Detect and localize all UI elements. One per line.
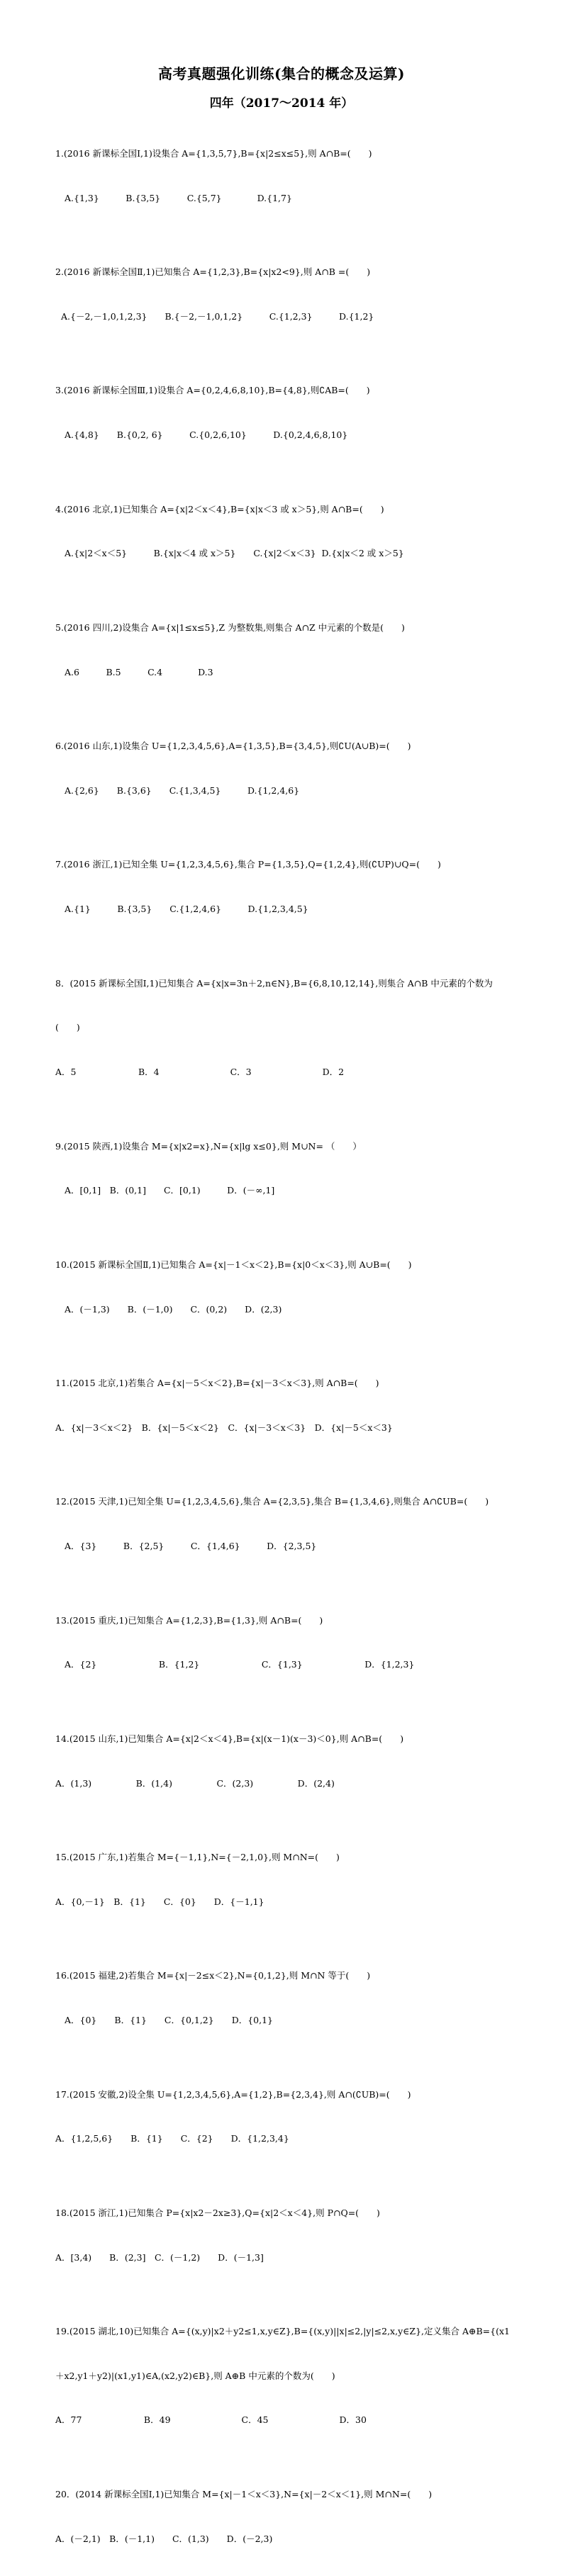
- question-item: [55, 709, 516, 828]
- question-item: [55, 2058, 516, 2176]
- question-options: A．(1,3) B．(1,4) C．(2,3) D．(2,4): [55, 1777, 335, 1789]
- question-item: [55, 2295, 516, 2458]
- question-options: A．[3,4) B．(2,3] C．(－1,2) D．(－1,3]: [55, 2251, 264, 2263]
- question-stem: 15.(2015 广东,1)若集合 M={－1,1},N={－2,1,0},则 M∩N=( ): [55, 1852, 340, 1863]
- question-stem-continued: ( ): [55, 1022, 80, 1033]
- question-options: A.{4,8} B.{0,2, 6} C.{0,2,6,10} D.{0,2,4,6,8,10}: [65, 429, 348, 441]
- question-stem: 9.(2015 陕西,1)设集合 M={x|x2=x},N={x|lg x≤0},则 M∪N= （ ）: [55, 1140, 362, 1152]
- question-options: A．{0,－1} B．{1} C．{0} D．{－1,1}: [55, 1896, 264, 1907]
- question-options: A．{3} B．{2,5} C．{1,4,6} D．{2,3,5}: [65, 1541, 317, 1551]
- question-options: A.{x|2＜x＜5} B.{x|x＜4 或 x＞5} C.{x|2＜x＜3} D.{x|x＜2 或 x＞5}: [65, 548, 404, 559]
- question-stem: 12.(2015 天津,1)已知全集 U={1,2,3,4,5,6},集合 A={2,3,5},集合 B={1,3,4,6},则集合 A∩∁UB=( ): [55, 1496, 489, 1507]
- question-options: A．[0,1] B．(0,1] C．[0,1) D．(－∞,1]: [65, 1185, 275, 1196]
- question-item: [55, 1228, 516, 1346]
- question-options: A.{1,3} B.{3,5} C.{5,7} D.{1,7}: [65, 192, 292, 203]
- question-stem: 1.(2016 新课标全国Ⅰ,1)设集合 A={1,3,5,7},B={x|2≤x≤5},则 A∩B=( ): [55, 147, 372, 159]
- question-options: A．{x|－3＜x＜2} B．{x|－5＜x＜2} C．{x|－3＜x＜3} D．{x|－5＜x＜3}: [55, 1422, 393, 1433]
- question-options: A．(－1,3) B．(－1,0) C．(0,2) D．(2,3): [65, 1303, 282, 1315]
- question-options: A．77 B．49 C．45 D．30: [55, 2414, 367, 2426]
- question-item: [55, 354, 516, 473]
- question-item: [55, 2176, 516, 2295]
- question-item: [55, 235, 516, 354]
- question-stem: 2.(2016 新课标全国Ⅱ,1)已知集合 A={1,2,3},B={x|x2<9},则 A∩B =( ): [55, 266, 371, 278]
- question-item: [55, 1821, 516, 1939]
- question-stem: 7.(2016 浙江,1)已知全集 U={1,2,3,4,5,6},集合 P={1,3,5},Q={1,2,4},则(∁UP)∪Q=( ): [55, 859, 441, 870]
- question-options: A．{1,2,5,6} B．{1} C．{2} D．{1,2,3,4}: [55, 2133, 289, 2144]
- page-subtitle: 四年（2017～2014 年）: [209, 96, 354, 111]
- question-options: A.{1} B.{3,5} C.{1,2,4,6} D.{1,2,3,4,5}: [65, 904, 308, 915]
- question-stem: 16.(2015 福建,2)若集合 M={x|－2≤x＜2},N={0,1,2},则 M∩N 等于( ): [55, 1970, 371, 1981]
- question-stem: 10.(2015 新课标全国Ⅱ,1)已知集合 A={x|－1＜x＜2},B={x|0＜x＜3},则 A∪B=( ): [55, 1259, 412, 1270]
- question-item: [55, 473, 516, 591]
- question-stem: 14.(2015 山东,1)已知集合 A={x|2＜x＜4},B={x|(x－1)(x－3)＜0},则 A∩B=( ): [55, 1733, 404, 1744]
- question-item: [55, 591, 516, 709]
- question-stem-continued: ＋x2,y1＋y2)|(x1,y1)∈A,(x2,y2)∈B},则 A⊕B 中元素的个数为( ): [55, 2370, 335, 2381]
- question-item: [55, 947, 516, 1110]
- question-item: [55, 1702, 516, 1821]
- question-item: [55, 117, 516, 235]
- question-item: [55, 1346, 516, 1465]
- question-item: [55, 828, 516, 947]
- question-stem: 18.(2015 浙江,1)已知集合 P={x|x2－2x≥3},Q={x|2＜x＜4},则 P∩Q=( ): [55, 2207, 380, 2218]
- question-stem: 8．(2015 新课标全国Ⅰ,1)已知集合 A={x|x=3n＋2,n∈N},B={6,8,10,12,14},则集合 A∩B 中元素的个数为: [55, 977, 493, 989]
- question-stem: 4.(2016 北京,1)已知集合 A={x|2＜x＜4},B={x|x＜3 或 x＞5},则 A∩B=( ): [55, 503, 384, 514]
- question-options: A.{2,6} B.{3,6} C.{1,3,4,5} D.{1,2,4,6}: [65, 784, 300, 796]
- question-options: A．(－2,1) B．(－1,1) C．(1,3) D．(－2,3): [55, 2533, 273, 2544]
- question-list: [55, 117, 516, 2576]
- question-options: A.{－2,－1,0,1,2,3} B.{－2,－1,0,1,2} C.{1,2,3} D.{1,2}: [61, 310, 374, 322]
- question-item: [55, 1939, 516, 2057]
- question-stem: 3.(2016 新课标全国Ⅲ,1)设集合 A={0,2,4,6,8,10},B={4,8},则∁AB=( ): [55, 385, 370, 396]
- question-stem: 17.(2015 安徽,2)设全集 U={1,2,3,4,5,6},A={1,2},B={2,3,4},则 A∩(∁UB)=( ): [55, 2088, 411, 2100]
- question-stem: 5.(2016 四川,2)设集合 A={x|1≤x≤5},Z 为整数集,则集合 A∩Z 中元素的个数是( ): [55, 621, 405, 633]
- question-item: [55, 1110, 516, 1228]
- question-options: A．{2} B．{1,2} C．{1,3} D．{1,2,3}: [65, 1659, 415, 1670]
- question-item: [55, 2458, 516, 2576]
- page-title: 高考真题强化训练(集合的概念及运算): [158, 65, 405, 82]
- question-stem: 6.(2016 山东,1)设集合 U={1,2,3,4,5,6},A={1,3,5},B={3,4,5},则∁U(A∪B)=( ): [55, 741, 411, 752]
- question-item: [55, 1584, 516, 1702]
- question-stem: 11.(2015 北京,1)若集合 A={x|－5＜x＜2},B={x|－3＜x＜3},则 A∩B=( ): [55, 1378, 379, 1389]
- question-stem: 19.(2015 湖北,10)已知集合 A={(x,y)|x2＋y2≤1,x,y∈Z},B={(x,y)||x|≤2,|y|≤2,x,y∈Z},定义集合 A⊕B={(x1: [55, 2326, 510, 2337]
- question-stem: 20．(2014 新课标全国Ⅰ,1)已知集合 M={x|－1＜x＜3},N={x|－2＜x＜1},则 M∩N=( ): [55, 2489, 433, 2499]
- question-options: A.6 B.5 C.4 D.3: [65, 666, 213, 677]
- question-options: A．5 B．4 C．3 D．2: [55, 1067, 345, 1077]
- question-stem: 13.(2015 重庆,1)已知集合 A={1,2,3},B={1,3},则 A∩B=( ): [55, 1614, 323, 1626]
- question-item: [55, 1465, 516, 1583]
- question-options: A．{0} B．{1} C．{0,1,2} D．{0,1}: [65, 2015, 274, 2025]
